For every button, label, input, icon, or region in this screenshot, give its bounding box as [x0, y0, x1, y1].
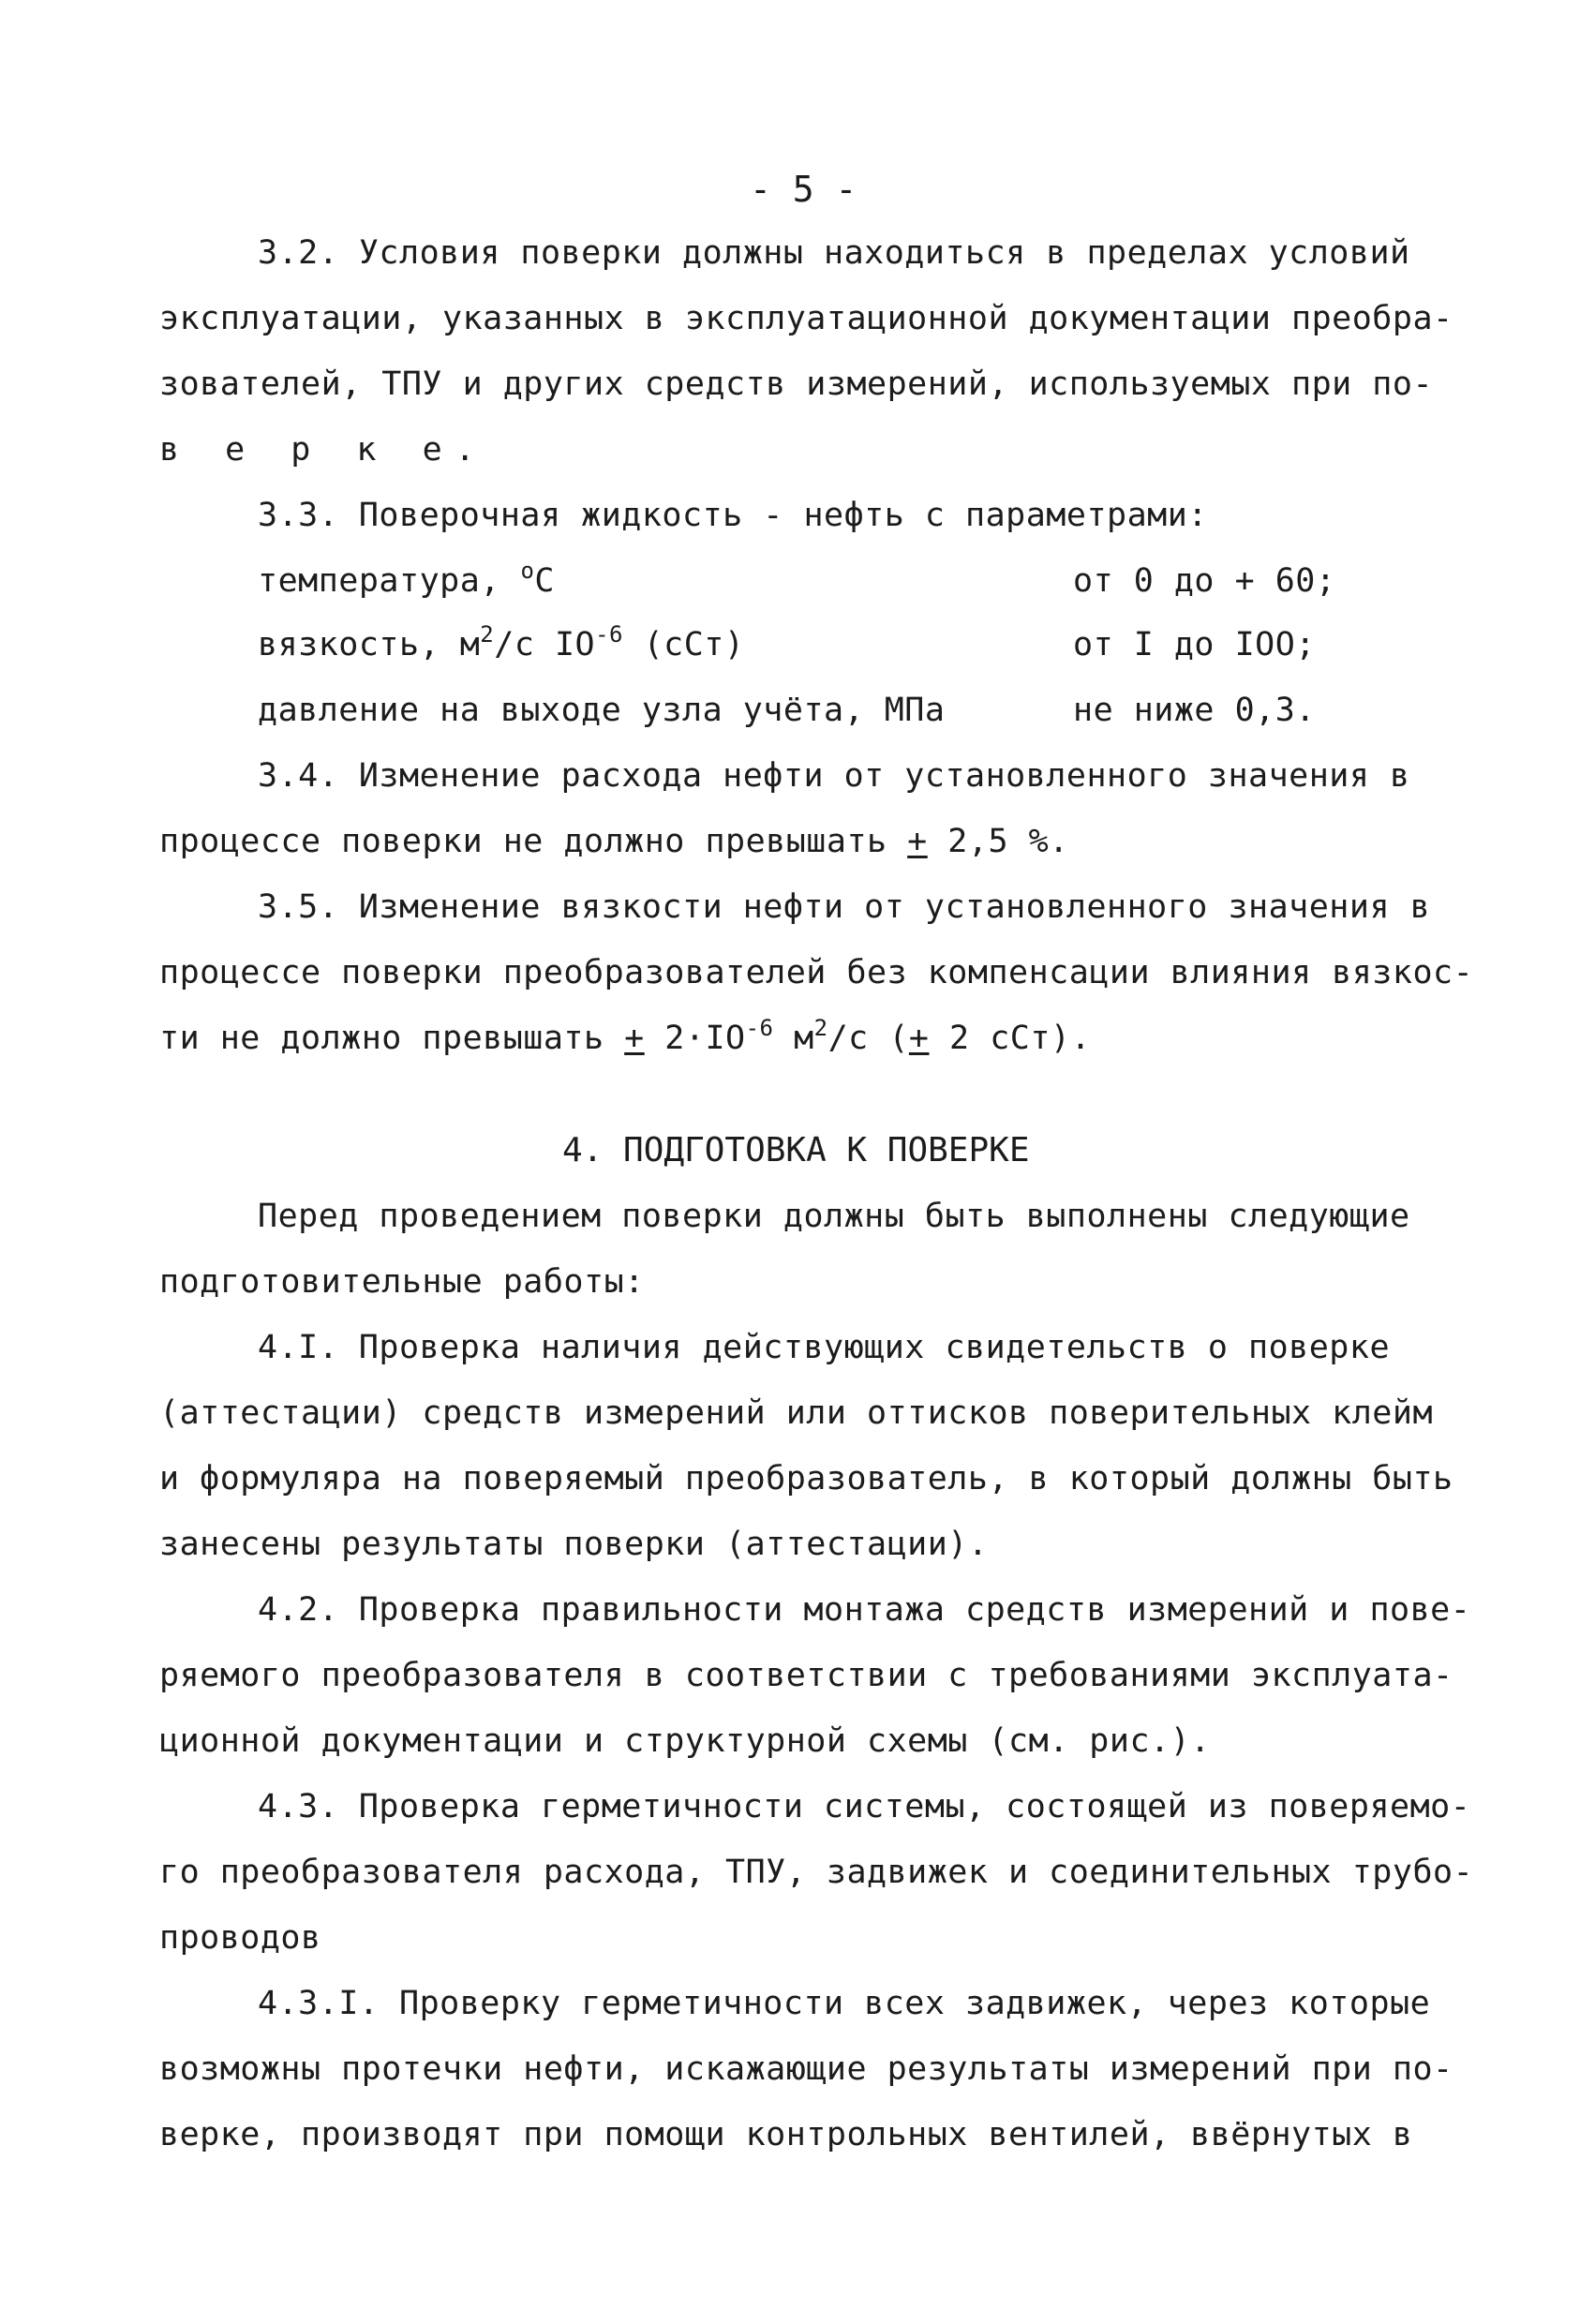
paragraph-3-5-line-3: ти не должно превышать + $2\cdot IO^{-6}$ $м^2/с$ (+ 2 сСт).: [159, 1015, 1092, 1057]
section-4-intro-line-2: подготовительные работы:: [159, 1263, 645, 1301]
paragraph-3-5-line-1: 3.5. Изменение вязкости нефти от установленного значения в: [258, 888, 1431, 926]
paragraph-4-3-line-2: го преобразователя расхода, ТПУ, задвижек и соединительных трубо-: [159, 1854, 1474, 1891]
page-number: - 5 -: [750, 169, 857, 210]
param-pressure-range: не ниже 0,3.: [1073, 692, 1316, 729]
paragraph-4-2-line-1: 4.2. Проверка правильности монтажа средств измерений и пове-: [258, 1591, 1471, 1629]
paragraph-4-1-line-1: 4.I. Проверка наличия действующих свидетельств о поверке: [258, 1329, 1391, 1366]
paragraph-4-2-line-2: ряемого преобразователя в соответствии с требованиями эксплуата-: [159, 1657, 1453, 1694]
paragraph-4-3-1-line-1: 4.3.I. Проверку герметичности всех задвижек, через которые: [258, 1985, 1431, 2022]
paragraph-3-3-intro: 3.3. Поверочная жидкость - нефть с параметрами:: [258, 497, 1208, 534]
param-pressure-label: давление на выходе узла учёта, МПа: [258, 692, 946, 729]
param-viscosity-range: от I до IOO;: [1073, 626, 1316, 663]
paragraph-4-3-line-1: 4.3. Проверка герметичности системы, состоящей из поверяемо-: [258, 1788, 1471, 1825]
paragraph-3-2-line-4: в е р к е.: [159, 431, 488, 469]
paragraph-3-2-line-3: зователей, ТПУ и других средств измерений, используемых при по-: [159, 365, 1434, 403]
paragraph-3-4-line-1: 3.4. Изменение расхода нефти от установленного значения в: [258, 757, 1410, 795]
paragraph-4-1-line-2: (аттестации) средств измерений или оттисков поверительных клейм: [159, 1394, 1434, 1432]
paragraph-4-1-line-3: и формуляра на поверяемый преобразователь, в который должны быть: [159, 1460, 1453, 1497]
paragraph-4-3-1-line-3: верке, производят при помощи контрольных вентилей, ввёрнутых в: [159, 2116, 1413, 2153]
param-viscosity-label: вязкость, $м^2/с$ $IO^{-6}$ (сСт): [258, 621, 745, 663]
param-temperature-label: температура, $^о$С: [258, 558, 555, 600]
section-4-heading: 4. ПОДГОТОВКА К ПОВЕРКЕ: [562, 1131, 1030, 1169]
paragraph-4-2-line-3: ционной документации и структурной схемы (см. рис.).: [159, 1722, 1211, 1760]
paragraph-3-2-line-1: 3.2. Условия поверки должны находиться в пределах условий: [258, 234, 1410, 272]
paragraph-3-4-line-2: процессе поверки не должно превышать + 2,5 %.: [159, 823, 1069, 860]
paragraph-4-3-line-3: проводов: [159, 1919, 321, 1957]
section-4-intro-line-1: Перед проведением поверки должны быть выполнены следующие: [258, 1198, 1410, 1235]
paragraph-3-5-line-2: процессе поверки преобразователей без компенсации влияния вязкос-: [159, 954, 1474, 991]
paragraph-4-3-1-line-2: возможны протечки нефти, искажающие результаты измерений при по-: [159, 2050, 1453, 2088]
paragraph-4-1-line-4: занесены результаты поверки (аттестации).: [159, 1526, 989, 1563]
param-temperature-range: от 0 до + 60;: [1073, 562, 1336, 600]
paragraph-3-2-line-2: эксплуатации, указанных в эксплуатационной документации преобра-: [159, 300, 1453, 337]
